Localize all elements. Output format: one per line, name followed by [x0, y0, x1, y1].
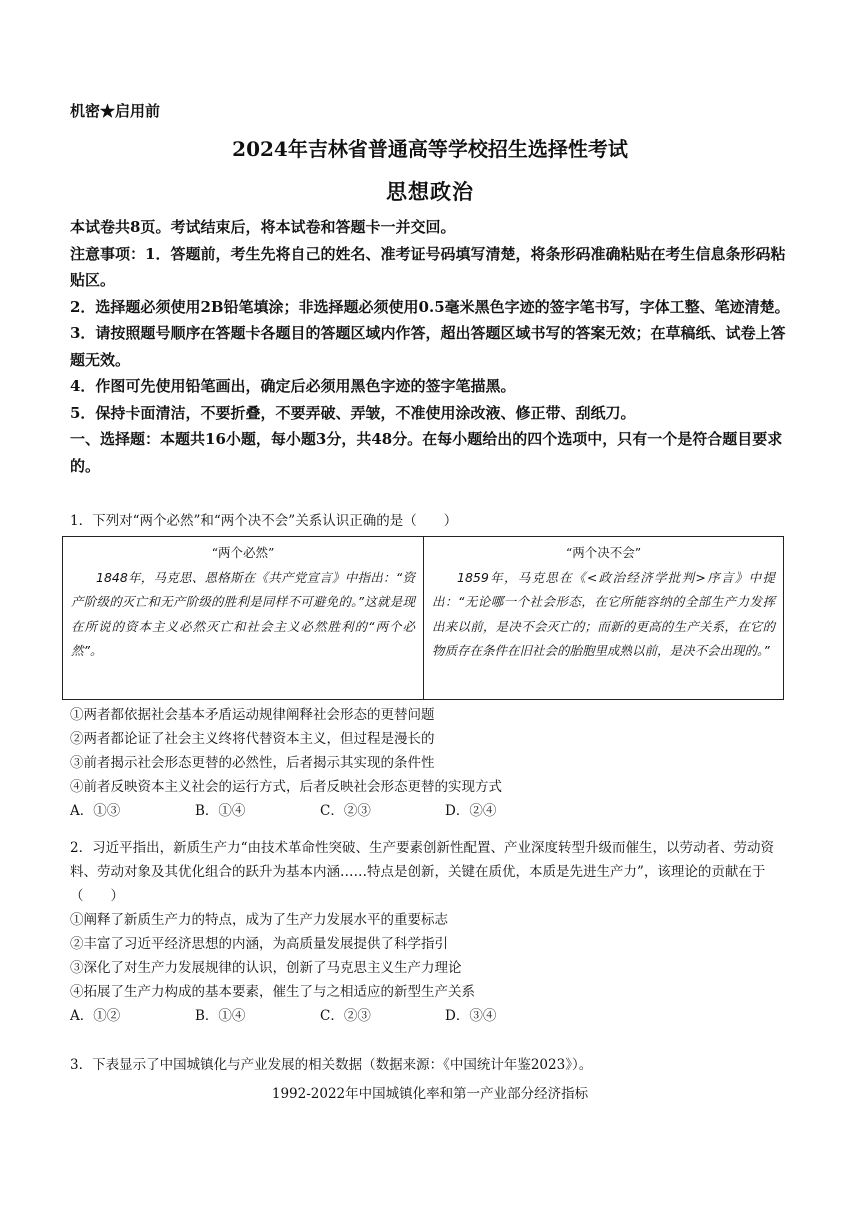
answer-choices [70, 1004, 798, 1028]
instruction-line: 4．作图可先使用铅笔画出，确定后必须用黑色字迹的签字笔描黑。 [70, 377, 516, 395]
material-right-heading: “两个决不会” [565, 545, 642, 560]
question-2 [70, 836, 798, 1028]
statement-item: ②丰富了习近平经济思想的内涵，为高质量发展提供了科学指引 [70, 936, 448, 952]
statement-item: ②两者都论证了社会主义终将代替资本主义，但过程是漫长的 [70, 731, 435, 747]
exam-instructions [70, 214, 792, 479]
material-left-cell [63, 537, 423, 699]
statement-item: ①两者都依据社会基本矛盾运动规律阐释社会形态的更替问题 [70, 707, 435, 723]
question-3 [70, 1053, 798, 1077]
choice-a[interactable]: A．①② [70, 1008, 121, 1024]
material-left-text: 1848年，马克思、恩格斯在《共产党宣言》中指出：“资产阶级的灭亡和无产阶级的胜利是同样不可避免的。”这就是现在所说的资本主义必然灭亡和社会主义必然胜利的“两个必然”。 [71, 569, 415, 658]
statement-item: ③前者揭示社会形态更替的必然性，后者揭示其实现的条件性 [70, 755, 435, 771]
material-left-heading: “两个必然” [211, 545, 275, 560]
instruction-line: 5．保持卡面清洁，不要折叠，不要弄破、弄皱，不准使用涂改液、修正带、刮纸刀。 [70, 403, 636, 422]
exam-title: 2024年吉林省普通高等学校招生选择性考试 [232, 137, 628, 161]
subject-title: 思想政治 [386, 179, 474, 204]
confidential-label: 机密★启用前 [70, 102, 161, 120]
choice-b[interactable]: B．①④ [195, 1008, 246, 1024]
statement-item: ④前者反映资本主义社会的运行方式，后者反映社会形态更替的实现方式 [70, 779, 502, 795]
instruction-line: 注意事项：1．答题前，考生先将自己的姓名、准考证号码填写清楚，将条形码准确粘贴在考生信息条形码粘贴区。 [70, 244, 786, 289]
statement-item: ④拓展了生产力构成的基本要素，催生了与之相适应的新型生产关系 [70, 984, 475, 1000]
instruction-line: 2．选择题必须使用2B铅笔填涂；非选择题必须使用0.5毫米黑色字迹的签字笔书写，字体工整、笔迹清楚。 [70, 297, 790, 316]
choice-d[interactable]: D．③④ [445, 1008, 497, 1024]
question-text: 3．下表显示了中国城镇化与产业发展的相关数据（数据来源：《中国统计年鉴2023》）。 [70, 1057, 593, 1073]
material-right-cell [423, 537, 783, 699]
instruction-line: 本试卷共8页。考试结束后，将本试卷和答题卡一并交回。 [70, 218, 456, 236]
section-heading: 一、选择题：本题共16小题，每小题3分，共48分。在每小题给出的四个选项中，只有一个是符合题目要求的。 [70, 430, 783, 475]
choice-a[interactable]: A．①③ [70, 803, 121, 819]
statement-item: ①阐释了新质生产力的特点，成为了生产力发展水平的重要标志 [70, 912, 448, 928]
instruction-line: 3．请按照题号顺序在答题卡各题目的答题区域内作答，超出答题区域书写的答案无效；在草稿纸、试卷上答题无效。 [70, 324, 786, 369]
question-1-options [70, 703, 798, 823]
question-text: 2．习近平指出，新质生产力“由技术革命性突破、生产要素创新性配置、产业深度转型升级而催生，以劳动者、劳动资料、劳动对象及其优化组合的跃升为基本内涵……特点是创新，关键在质优，本质是先进生产力”，该理论的贡献在于（ ） [70, 840, 774, 904]
choice-c[interactable]: C．②③ [320, 803, 371, 819]
question-1-material-table [62, 536, 784, 700]
choice-b[interactable]: B．①④ [195, 803, 246, 819]
statement-item: ③深化了对生产力发展规律的认识，创新了马克思主义生产力理论 [70, 960, 462, 976]
answer-choices [70, 799, 798, 823]
material-right-text: 1859年，马克思在《<政治经济学批判>序言》中提出：“无论哪一个社会形态，在它所能容纳的全部生产力发挥出来以前，是决不会灭亡的；而新的更高的生产关系，在它的物质存在条件在旧社会的胎胞里成熟以前，是决不会出现的。” [432, 569, 775, 658]
table-caption: 1992-2022年中国城镇化率和第一产业部分经济指标 [271, 1086, 589, 1102]
question-1-stem [70, 509, 798, 533]
choice-c[interactable]: C．②③ [320, 1008, 371, 1024]
choice-d[interactable]: D．②④ [445, 803, 497, 819]
question-text: 1．下列对“两个必然”和“两个决不会”关系认识正确的是（ ） [70, 513, 458, 529]
